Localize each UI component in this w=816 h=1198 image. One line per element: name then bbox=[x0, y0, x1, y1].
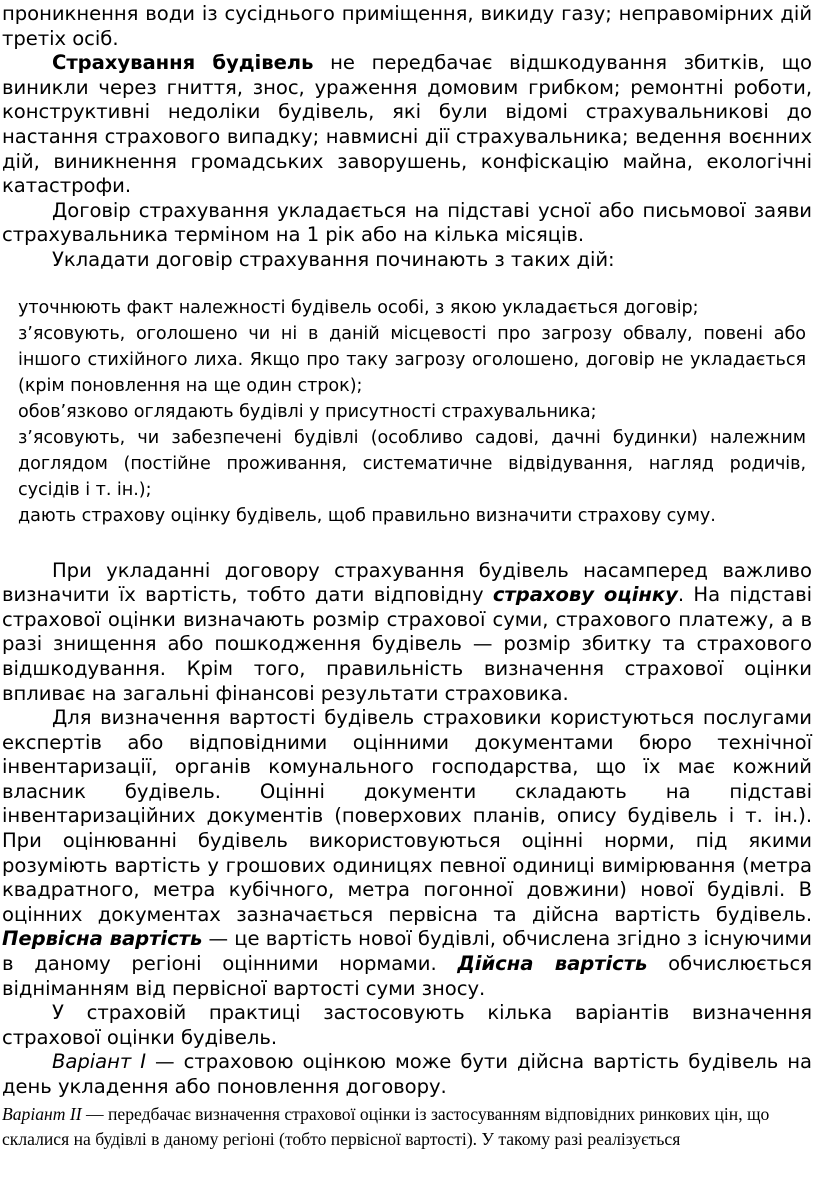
variant-1-label: Варіант I bbox=[52, 1050, 146, 1074]
valuation-text-a: При укладанні договору страхування будівель насамперед важливо визначити їх вартість, тобто дати відповідну bbox=[2, 558, 812, 607]
term-building-insurance: Страхування будівель bbox=[52, 51, 314, 75]
term-insurance-valuation: страхову оцінку bbox=[492, 583, 678, 607]
list-item: з’ясовують, чи забезпечені будівлі (особливо садові, дачні будинки) належним доглядом (постійне проживання, систематичне відвідування, нагляд родичів, сусідів і т. ін.); bbox=[18, 427, 806, 500]
paragraph-building-value bbox=[0, 706, 816, 1001]
paragraph-valuation-variants: У страховій практиці застосовують кілька варіантів визначення страхової оцінки будівель. bbox=[2, 1001, 812, 1049]
paragraph-contract-steps-intro: Укладати договір страхування починають з таких дій: bbox=[52, 247, 615, 271]
list-item: дають страхову оцінку будівель, щоб правильно визначити страхову суму. bbox=[18, 505, 716, 526]
term-actual-value: Дійсна вартість bbox=[457, 952, 648, 976]
value-text-a: Для визначення вартості будівель страховики користуються послугами експертів або відповідними оцінними документами бюро технічної інвентаризації, органів комунального господарства, що їх має кожний власник будівель. Оцінні документи складають на підставі інвентаризаційних документів (поверхових планів, опису будівель і т. ін.). При оцінюванні будівель використовуються оцінні норми, під якими розуміють вартість у грошових одиницях певної одиниці вимірювання (метра квадратного, метра кубічного, метра погонної довжини) нової будівлі. В оцінних документах зазначається первісна та дійсна вартість будівель. bbox=[2, 706, 812, 926]
value-text-b: — це вартість нової будівлі, обчислена згідно з існуючими в даному регіоні оцінними нормами. bbox=[2, 927, 812, 976]
list-item: обов’язково оглядають будівлі у присутності страхувальника; bbox=[18, 401, 597, 422]
list-item: з’ясовують, оголошено чи ні в даній місцевості про загрозу обвалу, повені або іншого стихійного лиха. Якщо про таку загрозу оголошено, договір не укладається (крім поновлення на ще один строк); bbox=[18, 323, 806, 396]
variant-1-text: — страховою оцінкою може бути дійсна вартість будівель на день укладення або поновлення договору. bbox=[2, 1050, 812, 1098]
paragraph-variant-2 bbox=[0, 1102, 816, 1153]
paragraph-exclusions bbox=[0, 51, 816, 199]
paragraph-contract-term: Договір страхування укладається на підставі усної або письмової заяви страхувальника терміном на 1 рік або на кілька місяців. bbox=[2, 198, 812, 247]
paragraph-variant-1 bbox=[0, 1050, 816, 1099]
value-text-c: обчислюється відніманням від первісної вартості суми зносу. bbox=[2, 952, 813, 1000]
variant-2-label: Варіант II bbox=[2, 1103, 82, 1124]
contract-steps-list bbox=[0, 295, 816, 529]
exclusions-text: не передбачає відшкодування збитків, що виникли через гниття, знос, ураження домовим грибком; ремонтні роботи, конструктивні недоліки будівель, які були відомі страхувальникові до настання страхового випадку; навмисні дії страхувальника; ведення воєнних дій, виникнення громадських заворушень, конфіскацію майна, екологічні катастрофи. bbox=[2, 51, 812, 198]
variant-2-text: — передбачає визначення страхової оцінки із застосуванням відповідних ринкових цін, що склалися на будівлі в даному регіоні (тобто первісної вартості). У такому разі реалізується bbox=[2, 1103, 770, 1150]
list-item: уточнюють факт належності будівель особі, з якою укладається договір; bbox=[18, 297, 699, 318]
paragraph-insurance-valuation bbox=[0, 559, 816, 707]
valuation-text-b: . На підставі страхової оцінки визначають розмір страхової суми, страхового платежу, а в разі знищення або пошкодження будівель — розмір збитку та страхового відшкодування. Крім того, правильність визначення страхової оцінки впливає на загальні фінансові результати страховика. bbox=[2, 583, 812, 705]
term-original-value: Первісна вартість bbox=[2, 927, 203, 951]
paragraph-insured-risks-end: проникнення води із сусіднього приміщення, викиду газу; неправомірних дій третіх осіб. bbox=[2, 2, 812, 50]
